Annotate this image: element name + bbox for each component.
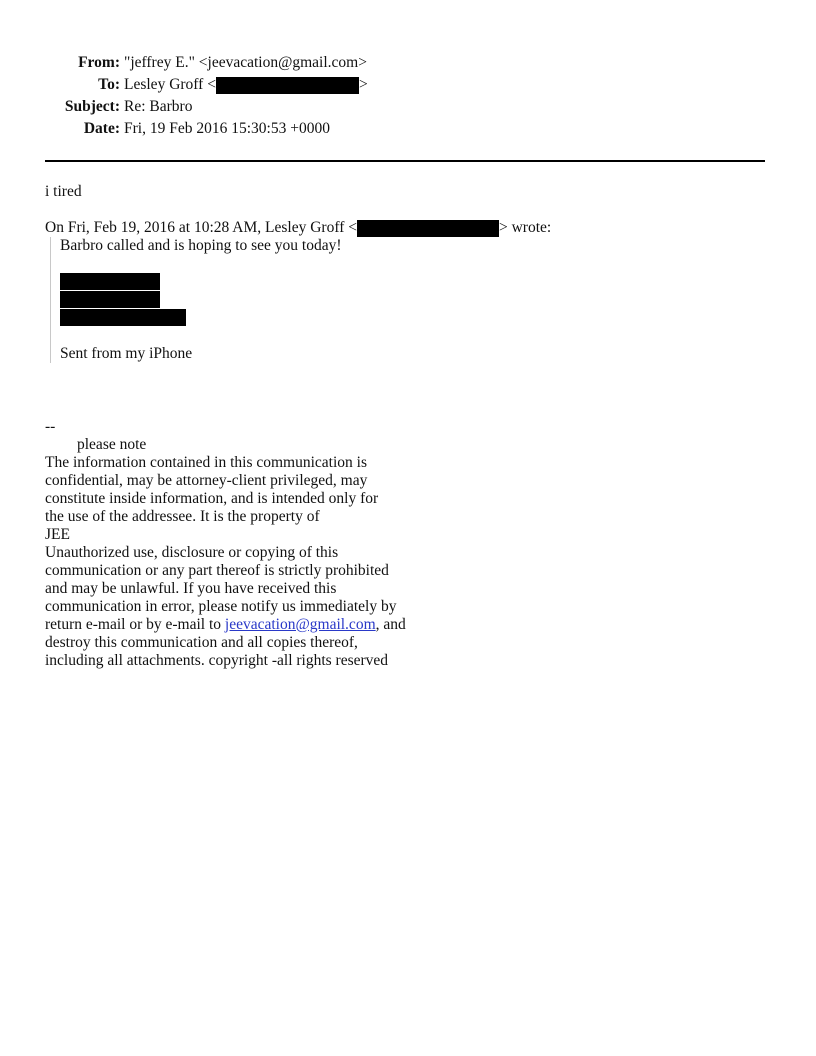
to-redaction [216, 77, 359, 94]
disclaimer-line: the use of the addressee. It is the property of [45, 508, 320, 525]
disclaimer-line: The information contained in this communication is [45, 454, 367, 471]
signature-separator: -- [45, 418, 56, 435]
disclaimer-link-line [45, 616, 406, 634]
quoted-signoff: Sent from my iPhone [60, 345, 193, 362]
quote-intro-prefix: On Fri, Feb 19, 2016 at 10:28 AM, Lesley Groff < [45, 219, 357, 236]
to-value [124, 75, 368, 95]
disclaimer-line: and may be unlawful. If you have received this [45, 580, 337, 597]
signature-block [45, 418, 406, 670]
to-suffix: > [358, 76, 368, 93]
header-divider [45, 160, 765, 162]
disclaimer-line: Unauthorized use, disclosure or copying of this [45, 544, 339, 561]
quote-intro-redaction [357, 220, 499, 237]
redaction-block [60, 273, 160, 290]
redaction-block [60, 291, 160, 308]
disclaimer-line: constitute inside information, and is intended only for [45, 490, 379, 507]
to-label: To: [98, 76, 120, 93]
date-label: Date: [83, 120, 120, 137]
redaction-block [60, 309, 186, 326]
reply-text: i tired [45, 183, 82, 200]
link-line-prefix: return e-mail or by e-mail to [45, 616, 225, 633]
from-label: From: [78, 54, 120, 71]
subject-label: Subject: [64, 98, 120, 115]
disclaimer-line: communication in error, please notify us immediately by [45, 598, 397, 615]
disclaimer-line: JEE [45, 526, 70, 543]
disclaimer-line: confidential, may be attorney-client privileged, may [45, 472, 368, 489]
disclaimer-line: communication or any part thereof is strictly prohibited [45, 562, 389, 579]
quoted-message [50, 237, 451, 363]
note-heading: please note [77, 436, 147, 453]
quote-intro [45, 219, 551, 237]
quoted-line: Barbro called and is hoping to see you today! [60, 237, 342, 254]
subject-value: Re: Barbro [124, 98, 193, 115]
disclaimer-line: including all attachments. copyright -all rights reserved [45, 652, 389, 669]
disclaimer-line: destroy this communication and all copies thereof, [45, 634, 358, 651]
link-line-suffix: , and [375, 616, 406, 633]
to-prefix: Lesley Groff < [124, 76, 216, 93]
from-value: "jeffrey E." <jeevacation@gmail.com> [124, 54, 367, 71]
quote-intro-suffix: > wrote: [498, 219, 552, 236]
email-link[interactable]: jeevacation@gmail.com [224, 616, 376, 633]
date-value: Fri, 19 Feb 2016 15:30:53 +0000 [124, 120, 330, 137]
